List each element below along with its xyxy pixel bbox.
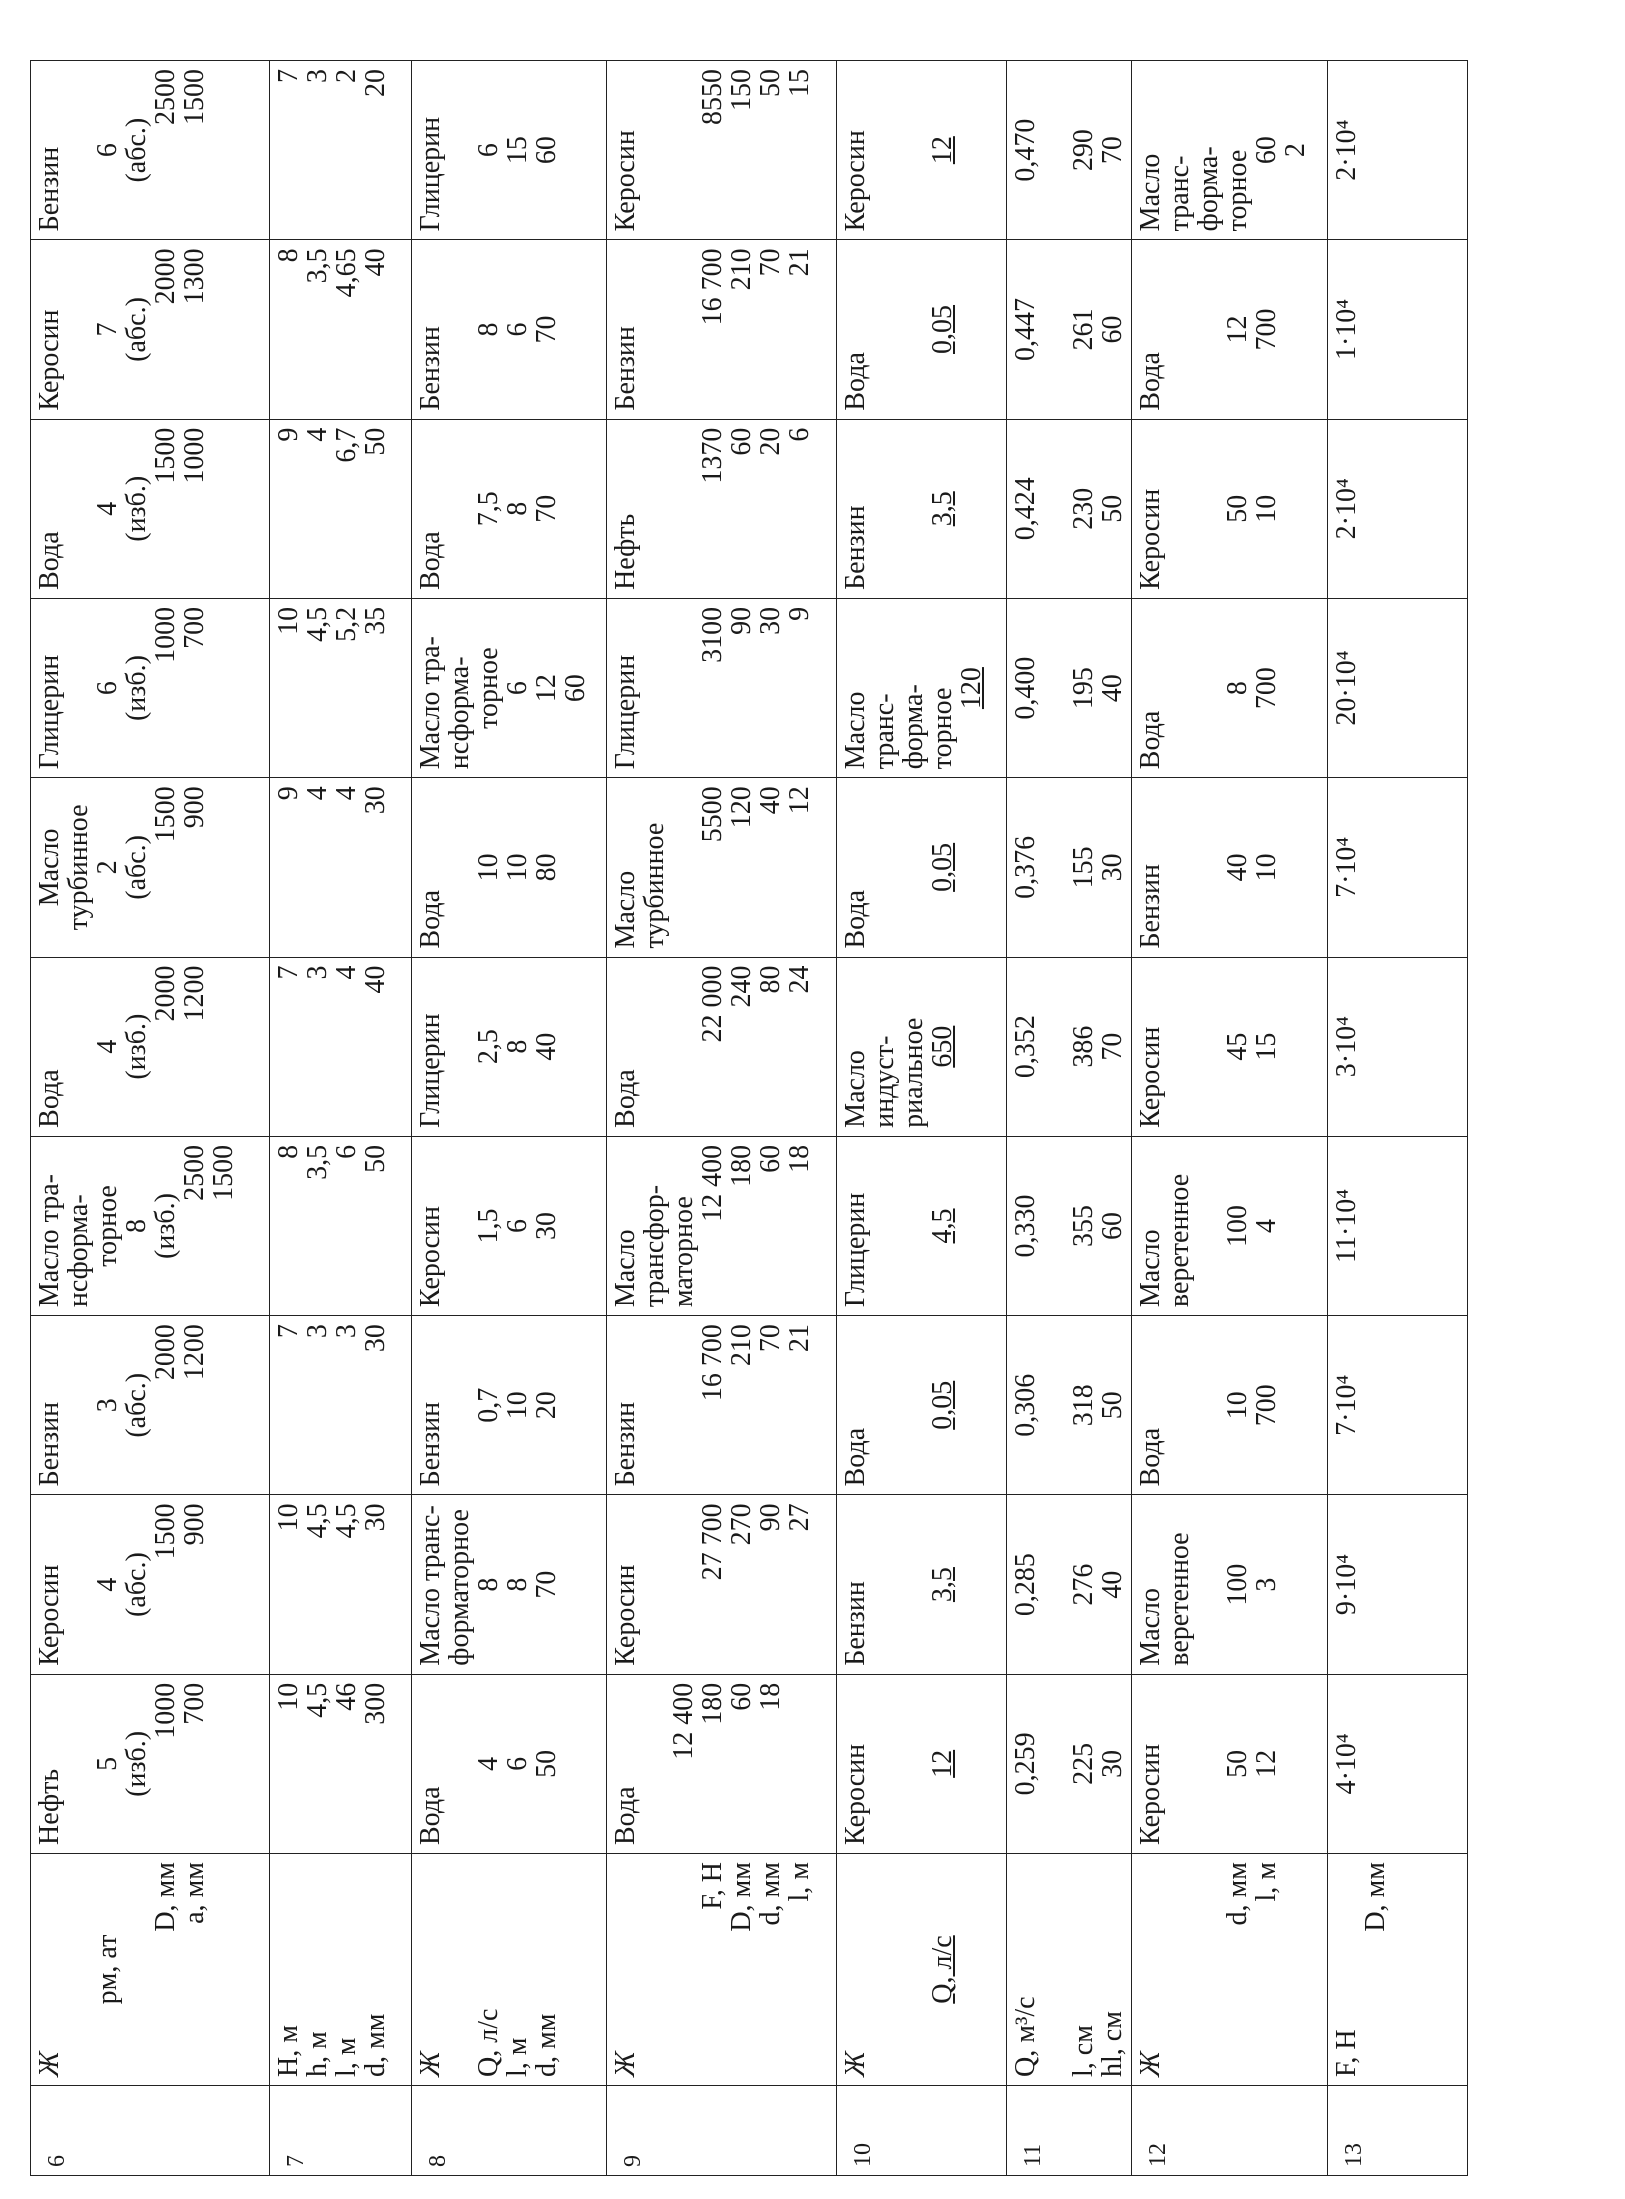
cell: Масло турбинное 5500 120 40 12 — [607, 778, 837, 957]
row-labels: Q, м³/с l, см hl, см — [1007, 1854, 1132, 2086]
variants-table — [30, 60, 1468, 2176]
cell: Масло трансфор- маторное 12 400 180 60 18 — [607, 1136, 837, 1315]
table-row-7 — [270, 61, 412, 2176]
cell: Нефть 1370 60 20 6 — [607, 419, 837, 598]
row-labels: H, м h, м l, м d, мм — [270, 1854, 412, 2086]
row-number: 6 — [31, 2086, 270, 2176]
cell: Керосин 50 10 — [1132, 419, 1328, 598]
cell: Масло транс- форма- торное 60 2 — [1132, 61, 1328, 240]
cell: 11·10⁴ — [1328, 1136, 1468, 1315]
cell: 7 3 2 20 — [270, 61, 412, 240]
cell: Бензин 40 10 — [1132, 778, 1328, 957]
cell: Масло веретенное 100 3 — [1132, 1495, 1328, 1674]
cell: Вода 4 6 50 — [412, 1674, 607, 1853]
table-row-10 — [837, 61, 1007, 2176]
cell: Керосин 12 — [837, 1674, 1007, 1853]
cell: 10 4,5 46 300 — [270, 1674, 412, 1853]
row-number: 13 — [1328, 2086, 1468, 2176]
row-labels: Ж Q, л/с — [837, 1854, 1007, 2086]
table-row-6 — [31, 61, 270, 2176]
cell: Вода 7,5 8 70 — [412, 419, 607, 598]
cell: Бензин 16 700 210 70 21 — [607, 1316, 837, 1495]
row-number: 11 — [1007, 2086, 1132, 2176]
cell: 0,285 276 40 — [1007, 1495, 1132, 1674]
cell: Бензин 8 6 70 — [412, 240, 607, 419]
cell: Керосин 1,5 6 30 — [412, 1136, 607, 1315]
cell: 2·10⁴ — [1328, 419, 1468, 598]
row-number: 7 — [270, 2086, 412, 2176]
cell: Керосин 7 (абс.) 2000 1300 — [31, 240, 270, 419]
label-D: D, мм — [150, 1862, 181, 1932]
cell: Масло тра- нсформа- торное 8 (изб.) 2500 1500 — [31, 1136, 270, 1315]
cell: Вода 22 000 240 80 24 — [607, 957, 837, 1136]
cell: 9 4 4 30 — [270, 778, 412, 957]
rotated-table-page — [30, 60, 1467, 2176]
cell: Масло транс- форматорное 8 8 70 — [412, 1495, 607, 1674]
cell: 7 3 3 30 — [270, 1316, 412, 1495]
row-number: 9 — [607, 2086, 837, 2176]
cell: Масло тра- нсформа- торное 6 12 60 — [412, 598, 607, 777]
cell: 8 3,5 4,65 40 — [270, 240, 412, 419]
cell: Глицерин 4,5 — [837, 1136, 1007, 1315]
cell: 0,447 261 60 — [1007, 240, 1132, 419]
cell: Керосин 50 12 — [1132, 1674, 1328, 1853]
cell: 0,400 195 40 — [1007, 598, 1132, 777]
table-row-12 — [1132, 61, 1328, 2176]
cell: 20·10⁴ — [1328, 598, 1468, 777]
cell: 0,352 386 70 — [1007, 957, 1132, 1136]
cell: 3·10⁴ — [1328, 957, 1468, 1136]
cell: Масло транс- форма- торное 120 — [837, 598, 1007, 777]
cell: Бензин 16 700 210 70 21 — [607, 240, 837, 419]
cell: Вода 0,05 — [837, 240, 1007, 419]
cell: Керосин 12 — [837, 61, 1007, 240]
row-number: 10 — [837, 2086, 1007, 2176]
row-labels: Ж d, мм l, м — [1132, 1854, 1328, 2086]
cell: Вода 12 400 180 60 18 — [607, 1674, 837, 1853]
table-row-13 — [1328, 61, 1468, 2176]
cell: Керосин 45 15 — [1132, 957, 1328, 1136]
table-row-11 — [1007, 61, 1132, 2176]
cell: Бензин 6 (абс.) 2500 1500 — [31, 61, 270, 240]
cell: 7·10⁴ — [1328, 1316, 1468, 1495]
table-row-8 — [412, 61, 607, 2176]
cell: Вода 8 700 — [1132, 598, 1328, 777]
cell: Керосин 4 (абс.) 1500 900 — [31, 1495, 270, 1674]
cell: Керосин 27 700 270 90 27 — [607, 1495, 837, 1674]
cell: 9 4 6,7 50 — [270, 419, 412, 598]
row-labels — [31, 1854, 270, 2086]
cell: Вода 0,05 — [837, 778, 1007, 957]
cell: Вода 0,05 — [837, 1316, 1007, 1495]
row-labels: F, H D, мм — [1328, 1854, 1468, 2086]
table-row-9 — [607, 61, 837, 2176]
cell: Керосин 8550 150 50 15 — [607, 61, 837, 240]
cell: Бензин 0,7 10 20 — [412, 1316, 607, 1495]
cell: 0,376 155 30 — [1007, 778, 1132, 957]
cell: Вода 4 (изб.) 1500 1000 — [31, 419, 270, 598]
cell: Глицерин 6 (изб.) 1000 700 — [31, 598, 270, 777]
cell: Масло веретенное 100 4 — [1132, 1136, 1328, 1315]
cell: Глицерин 6 15 60 — [412, 61, 607, 240]
row-labels: Ж F, H D, мм d, мм l, м — [607, 1854, 837, 2086]
cell: Бензин 3,5 — [837, 1495, 1007, 1674]
cell: Масло турбинное 2 (абс.) 1500 900 — [31, 778, 270, 957]
cell: 10 4,5 4,5 30 — [270, 1495, 412, 1674]
cell: 0,470 290 70 — [1007, 61, 1132, 240]
cell: 1·10⁴ — [1328, 240, 1468, 419]
cell: Глицерин 2,5 8 40 — [412, 957, 607, 1136]
cell: Бензин 3 (абс.) 2000 1200 — [31, 1316, 270, 1495]
cell: 7 3 4 40 — [270, 957, 412, 1136]
cell: Вода 10 700 — [1132, 1316, 1328, 1495]
cell: 8 3,5 6 50 — [270, 1136, 412, 1315]
label-liquid: Ж — [34, 2051, 65, 2077]
cell: 2·10⁴ — [1328, 61, 1468, 240]
cell: 0,330 355 60 — [1007, 1136, 1132, 1315]
label-pressure: pм, ат — [92, 1934, 123, 2005]
cell: Бензин 3,5 — [837, 419, 1007, 598]
row-labels: Ж Q, л/с l, м d, мм — [412, 1854, 607, 2086]
cell: Нефть 5 (изб.) 1000 700 — [31, 1674, 270, 1853]
cell: 7·10⁴ — [1328, 778, 1468, 957]
cell: Вода 10 10 80 — [412, 778, 607, 957]
cell: Вода 4 (изб.) 2000 1200 — [31, 957, 270, 1136]
row-number: 12 — [1132, 2086, 1328, 2176]
cell: Масло индуст- риальное 650 — [837, 957, 1007, 1136]
cell: 10 4,5 5,2 35 — [270, 598, 412, 777]
cell: 0,306 318 50 — [1007, 1316, 1132, 1495]
cell: Глицерин 3100 90 30 9 — [607, 598, 837, 777]
cell: 4·10⁴ — [1328, 1674, 1468, 1853]
cell: 0,424 230 50 — [1007, 419, 1132, 598]
cell: 9·10⁴ — [1328, 1495, 1468, 1674]
cell: 0,259 225 30 — [1007, 1674, 1132, 1853]
row-number: 8 — [412, 2086, 607, 2176]
cell: Вода 12 700 — [1132, 240, 1328, 419]
label-a: a, мм — [179, 1862, 210, 1924]
